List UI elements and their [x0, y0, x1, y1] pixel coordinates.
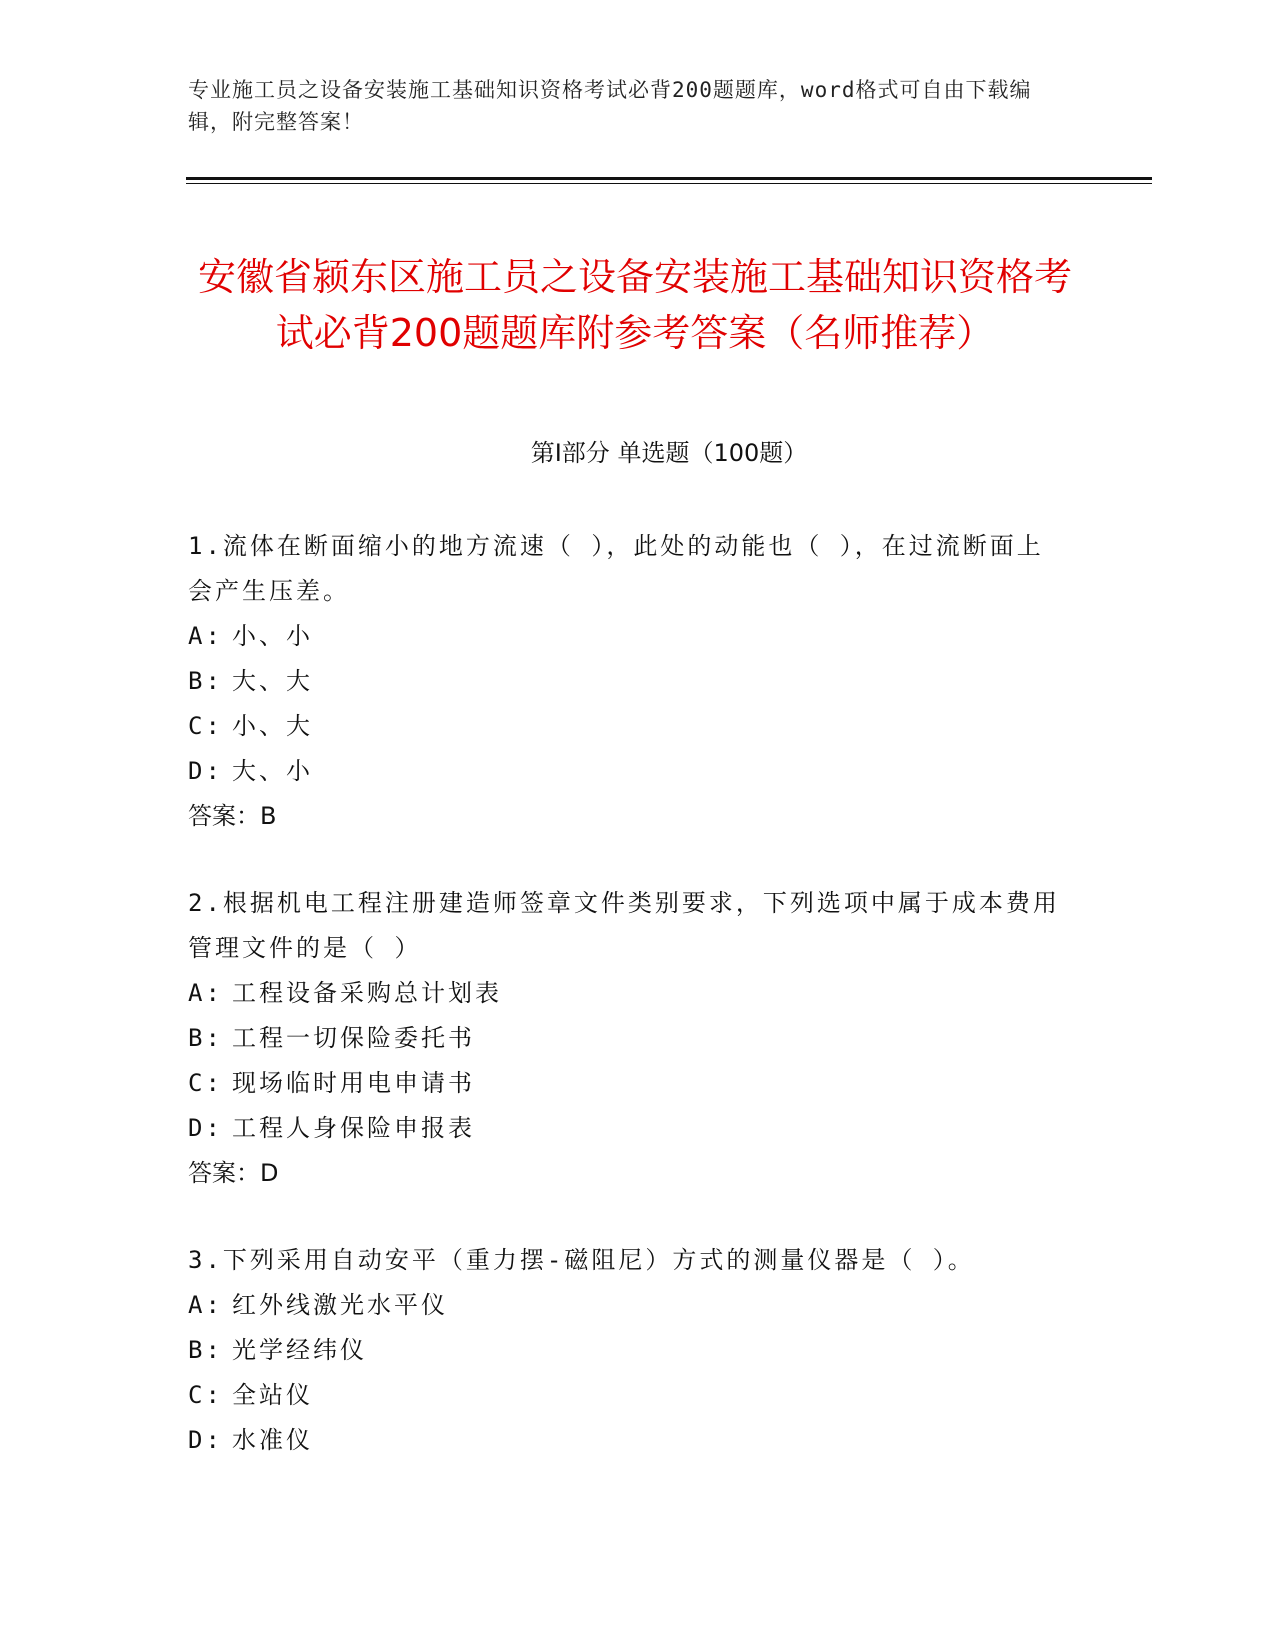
option-text: 大、小 [232, 757, 313, 785]
option-d [188, 749, 1068, 794]
option-c [188, 1373, 1068, 1418]
option-letter: A: [188, 979, 223, 1007]
question-list [188, 524, 1068, 1505]
option-letter: B: [188, 1024, 223, 1052]
section-title: 第I部分 单选题（100题） [530, 439, 808, 467]
option-c [188, 704, 1068, 749]
answer-line: 答案：B [188, 802, 277, 830]
header-note: 专业施工员之设备安装施工基础知识资格考试必背200题题库，word格式可自由下载编辑，附完整答案！ [188, 78, 1032, 134]
question-3 [188, 1238, 1068, 1463]
option-letter: C: [188, 1381, 223, 1409]
answer-line: 答案：D [188, 1159, 279, 1187]
option-text: 小、大 [232, 712, 313, 740]
question-2 [188, 881, 1068, 1196]
option-text: 全站仪 [232, 1381, 313, 1409]
header-divider-thick [186, 177, 1152, 180]
option-text: 工程人身保险申报表 [232, 1114, 475, 1142]
question-text: 2.根据机电工程注册建造师签章文件类别要求，下列选项中属于成本费用管理文件的是（ ） [188, 889, 1060, 962]
option-text: 光学经纬仪 [232, 1336, 367, 1364]
option-letter: C: [188, 1069, 223, 1097]
header-divider-thin [186, 183, 1152, 184]
question-text: 3.下列采用自动安平（重力摆-磁阻尼）方式的测量仪器是（ ）。 [188, 1246, 975, 1274]
option-letter: B: [188, 667, 223, 695]
option-a [188, 971, 1068, 1016]
option-text: 水准仪 [232, 1426, 313, 1454]
option-letter: A: [188, 1291, 223, 1319]
document-title: 安徽省颍东区施工员之设备安装施工基础知识资格考试必背200题题库附参考答案（名师推荐） [197, 255, 1072, 356]
option-text: 大、大 [232, 667, 313, 695]
question-1 [188, 524, 1068, 839]
option-d [188, 1418, 1068, 1463]
option-b [188, 659, 1068, 704]
option-letter: C: [188, 712, 223, 740]
option-a [188, 1283, 1068, 1328]
option-c [188, 1061, 1068, 1106]
option-letter: B: [188, 1336, 223, 1364]
option-letter: A: [188, 622, 223, 650]
option-letter: D: [188, 757, 223, 785]
option-b [188, 1328, 1068, 1373]
question-text: 1.流体在断面缩小的地方流速（ ），此处的动能也（ ），在过流断面上会产生压差。 [188, 532, 1044, 605]
option-a [188, 614, 1068, 659]
option-b [188, 1016, 1068, 1061]
option-text: 现场临时用电申请书 [232, 1069, 475, 1097]
option-d [188, 1106, 1068, 1151]
option-text: 工程设备采购总计划表 [232, 979, 502, 1007]
option-letter: D: [188, 1114, 223, 1142]
option-text: 小、小 [232, 622, 313, 650]
option-text: 工程一切保险委托书 [232, 1024, 475, 1052]
option-text: 红外线激光水平仪 [232, 1291, 448, 1319]
option-letter: D: [188, 1426, 223, 1454]
